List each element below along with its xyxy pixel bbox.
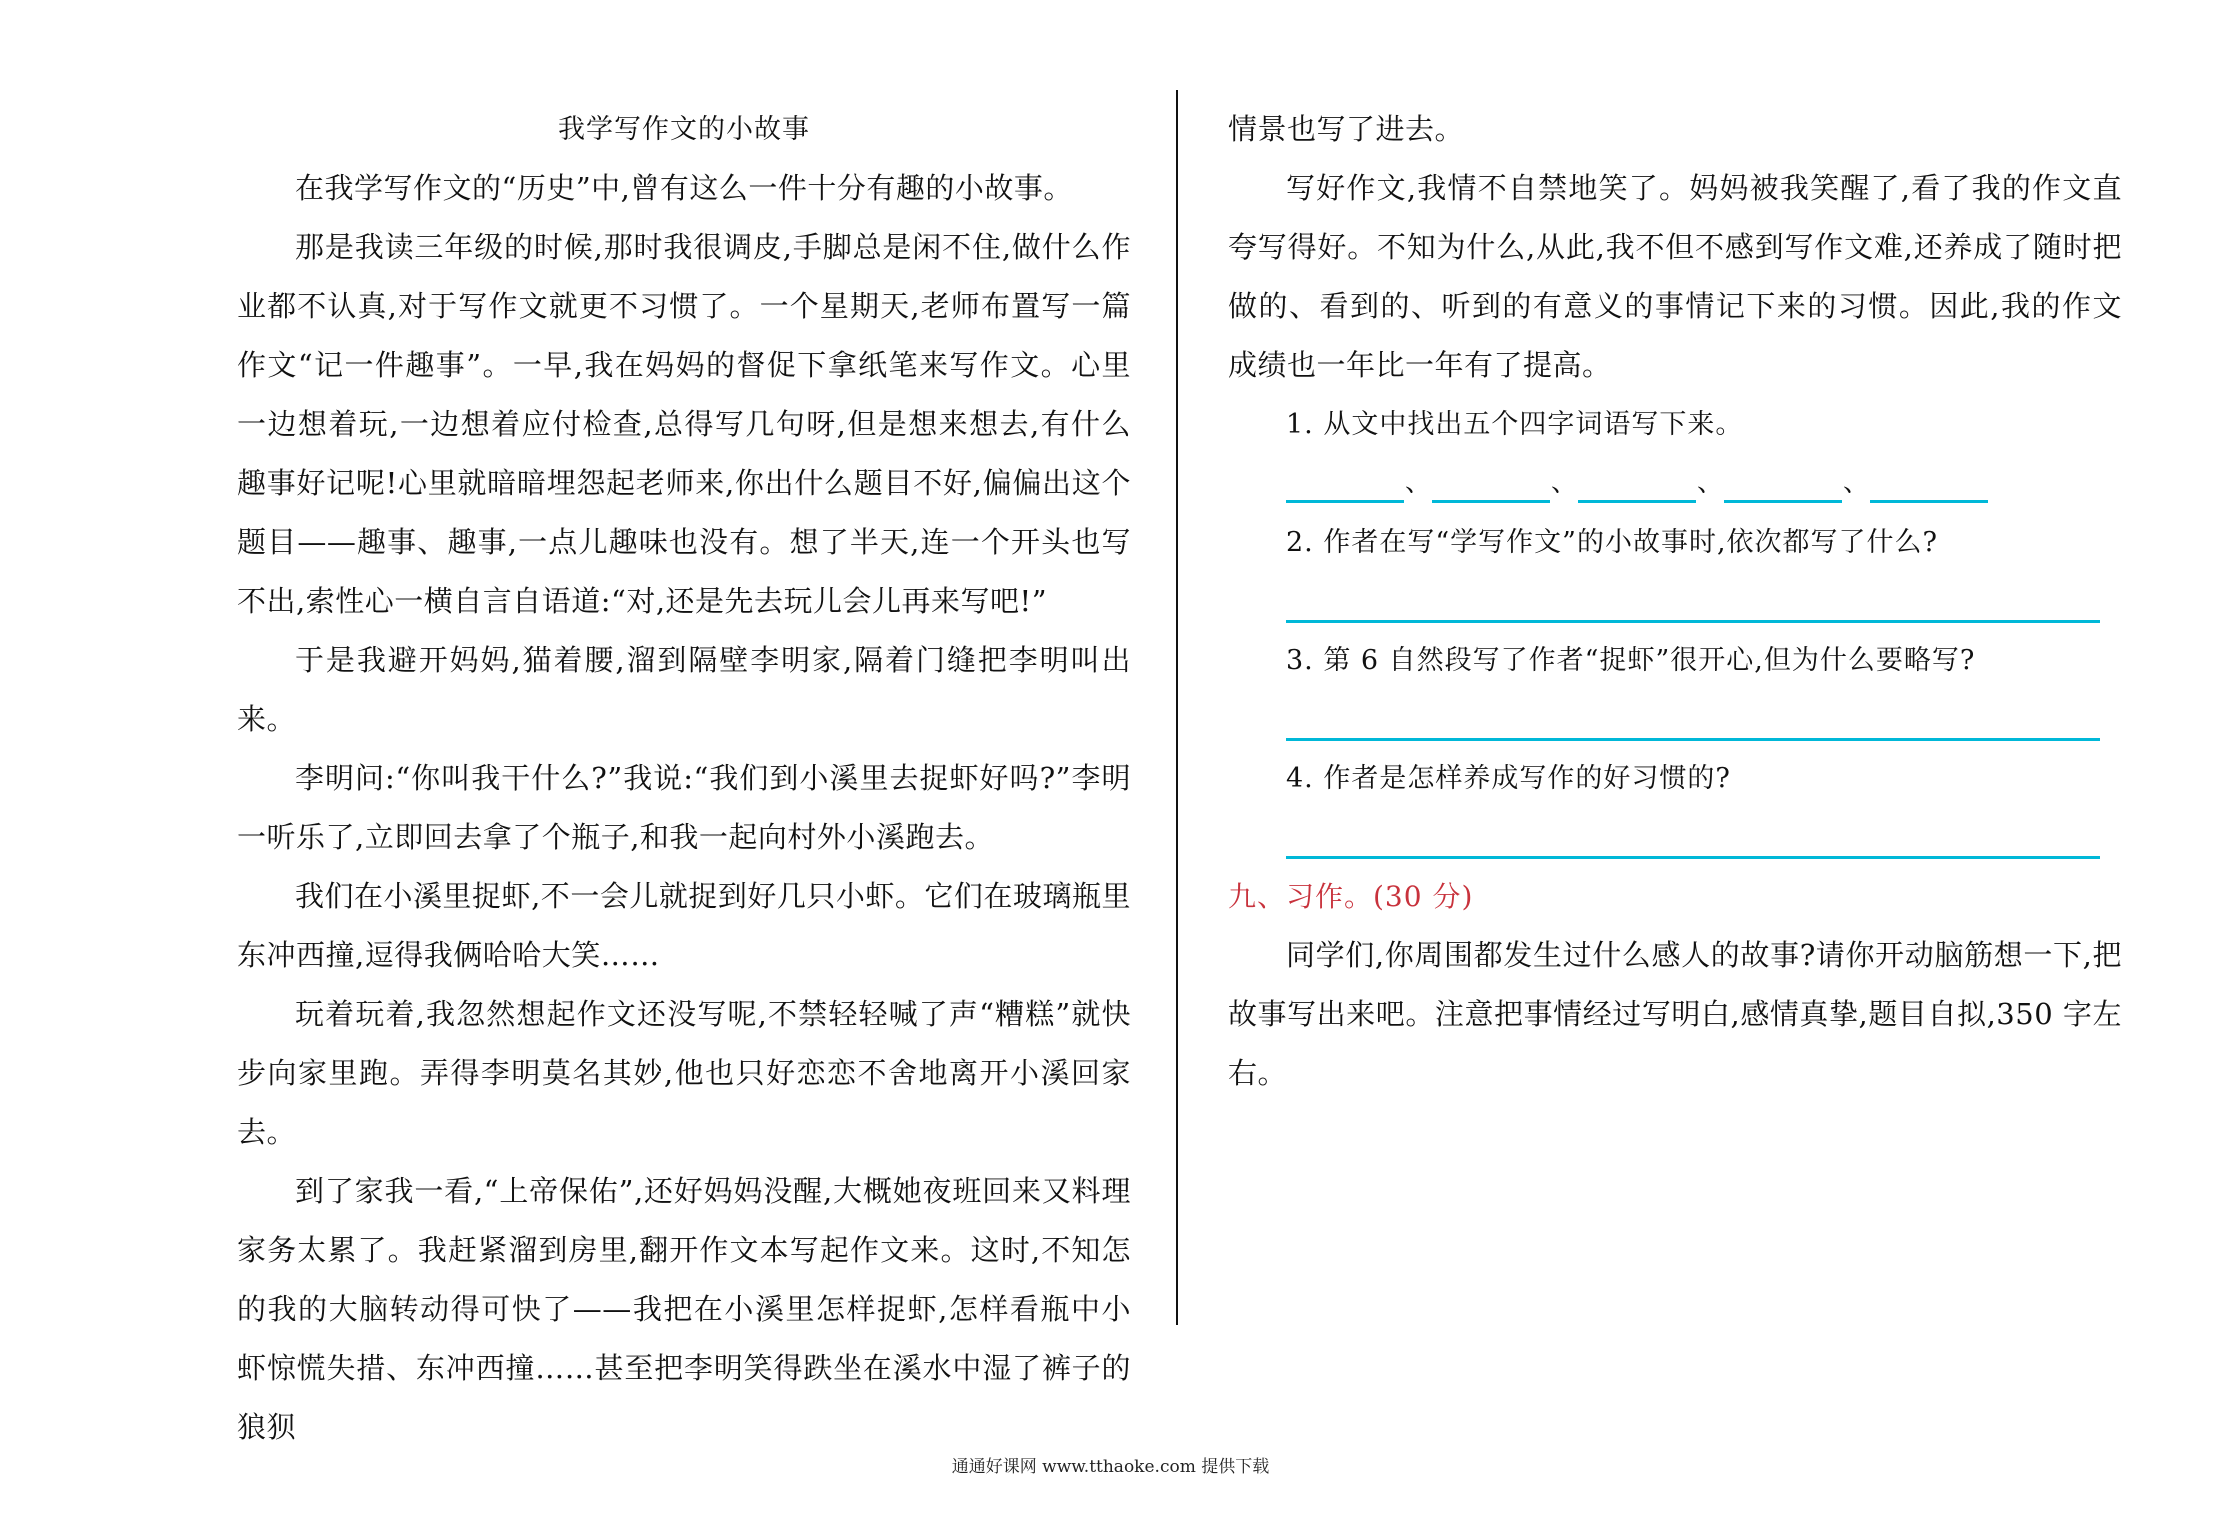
question-3-answer-row (1228, 690, 2122, 749)
section-9-prompt: 同学们,你周围都发生过什么感人的故事?请你开动脑筋想一下,把故事写出来吧。注意把事情经过写明白,感情真挚,题目自拟,350 字左右。 (1228, 938, 2122, 1090)
column-divider (1176, 90, 1178, 1325)
blank-separator: 、 (1404, 468, 1431, 498)
paragraph-7: 到了家我一看,“上帝保佑”,还好妈妈没醒,大概她夜班回来又料理家务太累了。我赶紧溜到房里,翻开作文本写起作文来。这时,不知怎的我的大脑转动得可快了——我把在小溪里怎样捉虾,怎样看瓶中小虾惊慌失措、东冲西撞……甚至把李明笑得跌坐在溪水中湿了裤子的狼狈 (237, 1174, 1131, 1444)
article-title: 我学写作文的小故事 (558, 114, 810, 145)
question-1-blanks (1228, 454, 2122, 513)
left-column (237, 100, 1131, 1457)
paragraph-6: 玩着玩着,我忽然想起作文还没写呢,不禁轻轻喊了声“糟糕”就快步向家里跑。弄得李明莫名其妙,他也只好恋恋不舍地离开小溪回家去。 (237, 997, 1131, 1149)
question-2: 2. 作者在写“学写作文”的小故事时,依次都写了什么? (1286, 527, 1939, 558)
paragraph-1: 在我学写作文的“历史”中,曾有这么一件十分有趣的小故事。 (295, 171, 1073, 205)
blank-separator: 、 (1550, 468, 1577, 498)
section-9-heading: 九、习作。(30 分) (1228, 880, 1474, 913)
answer-blank-1[interactable] (1286, 500, 1404, 503)
blank-separator: 、 (1696, 468, 1723, 498)
answer-blank-4[interactable] (1724, 500, 1842, 503)
paragraph-7-continuation: 情景也写了进去。 (1228, 112, 1465, 146)
question-2-answer-row (1228, 572, 2122, 631)
answer-blank-3[interactable] (1578, 500, 1696, 503)
answer-blank-2[interactable] (1432, 500, 1550, 503)
paragraph-4: 李明问:“你叫我干什么?”我说:“我们到小溪里去捉虾好吗?”李明一听乐了,立即回去拿了个瓶子,和我一起向村外小溪跑去。 (237, 761, 1131, 854)
question-4: 4. 作者是怎样养成写作的好习惯的? (1286, 763, 1731, 794)
answer-line-4[interactable] (1286, 856, 2100, 859)
right-column (1228, 100, 2122, 1103)
paragraph-3: 于是我避开妈妈,猫着腰,溜到隔壁李明家,隔着门缝把李明叫出来。 (237, 643, 1131, 736)
paragraph-8: 写好作文,我情不自禁地笑了。妈妈被我笑醒了,看了我的作文直夸写得好。不知为什么,从此,我不但不感到写作文难,还养成了随时把做的、看到的、听到的有意义的事情记下来的习惯。因此,我的作文成绩也一年比一年有了提高。 (1228, 171, 2122, 382)
answer-line-2[interactable] (1286, 620, 2100, 623)
blank-separator: 、 (1842, 468, 1869, 498)
answer-line-3[interactable] (1286, 738, 2100, 741)
question-4-answer-row (1228, 808, 2122, 867)
answer-blank-5[interactable] (1870, 500, 1988, 503)
footer-credit: 通通好课网 www.tthaoke.com 提供下载 (951, 1457, 1270, 1477)
question-3: 3. 第 6 自然段写了作者“捉虾”很开心,但为什么要略写? (1286, 645, 1976, 676)
paragraph-5: 我们在小溪里捉虾,不一会儿就捉到好几只小虾。它们在玻璃瓶里东冲西撞,逗得我俩哈哈大笑…… (237, 879, 1131, 972)
question-1: 1. 从文中找出五个四字词语写下来。 (1286, 409, 1744, 440)
paragraph-2: 那是我读三年级的时候,那时我很调皮,手脚总是闲不住,做什么作业都不认真,对于写作文就更不习惯了。一个星期天,老师布置写一篇作文“记一件趣事”。一早,我在妈妈的督促下拿纸笔来写作文。心里一边想着玩,一边想着应付检查,总得写几句呀,但是想来想去,有什么趣事好记呢!心里就暗暗埋怨起老师来,你出什么题目不好,偏偏出这个题目——趣事、趣事,一点儿趣味也没有。想了半天,连一个开头也写不出,索性心一横自言自语道:“对,还是先去玩儿会儿再来写吧!” (237, 230, 1131, 618)
